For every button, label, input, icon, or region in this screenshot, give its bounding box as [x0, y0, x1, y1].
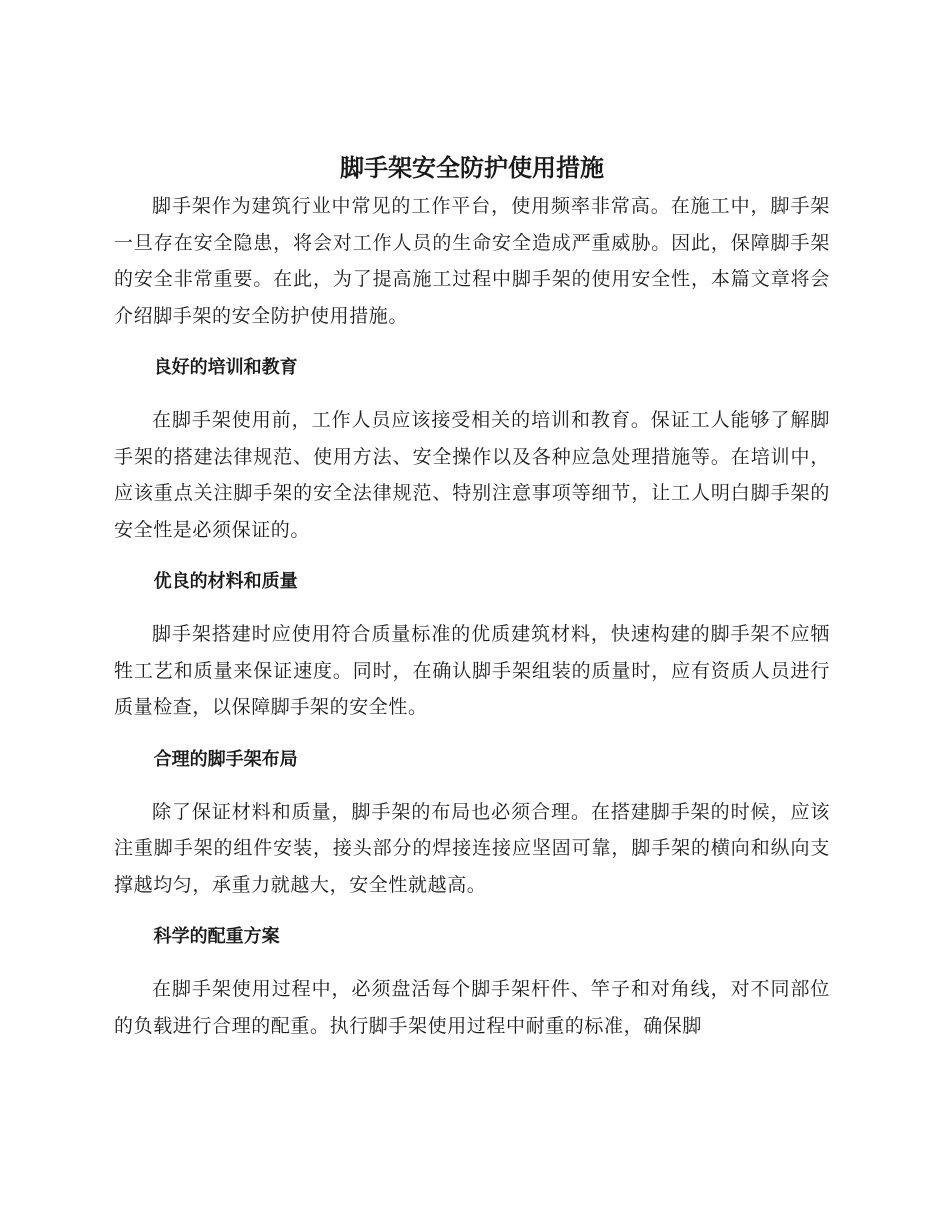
section-heading-counterweight: 科学的配重方案 — [153, 926, 280, 947]
intro-paragraph: 脚手架作为建筑行业中常见的工作平台，使用频率非常高。在施工中，脚手架一旦存在安全隐患，将会对工作人员的生命安全造成严重威胁。因此，保障脚手架的安全非常重要。在此，为了提高施工过程中脚手架的使用安全性，本篇文章将会介绍脚手架的安全防护使用措施。 — [114, 195, 830, 327]
section-body-counterweight: 在脚手架使用过程中，必须盘活每个脚手架杆件、竿子和对角线，对不同部位的负载进行合理的配重。执行脚手架使用过程中耐重的标准，确保脚 — [114, 978, 830, 1037]
section-heading-materials: 优良的材料和质量 — [153, 571, 298, 592]
section-body-layout: 除了保证材料和质量，脚手架的布局也必须合理。在搭建脚手架的时候，应该注重脚手架的组件安装，接头部分的焊接连接应坚固可靠，脚手架的横向和纵向支撑越均匀，承重力就越大，安全性就越高。 — [114, 800, 830, 896]
section-body-training: 在脚手架使用前，工作人员应该接受相关的培训和教育。保证工人能够了解脚手架的搭建法律规范、使用方法、安全操作以及各种应急处理措施等。在培训中，应该重点关注脚手架的安全法律规范、特别注意事项等细节，让工人明白脚手架的安全性是必须保证的。 — [114, 409, 830, 541]
section-body-materials: 脚手架搭建时应使用符合质量标准的优质建筑材料，快速构建的脚手架不应牺牲工艺和质量来保证速度。同时，在确认脚手架组装的质量时，应有资质人员进行质量检查，以保障脚手架的安全性。 — [114, 623, 830, 718]
section-heading-training: 良好的培训和教育 — [153, 357, 298, 378]
document-page — [114, 150, 830, 1044]
document-title: 脚手架安全防护使用措施 — [340, 154, 604, 182]
section-heading-layout: 合理的脚手架布局 — [153, 748, 298, 770]
